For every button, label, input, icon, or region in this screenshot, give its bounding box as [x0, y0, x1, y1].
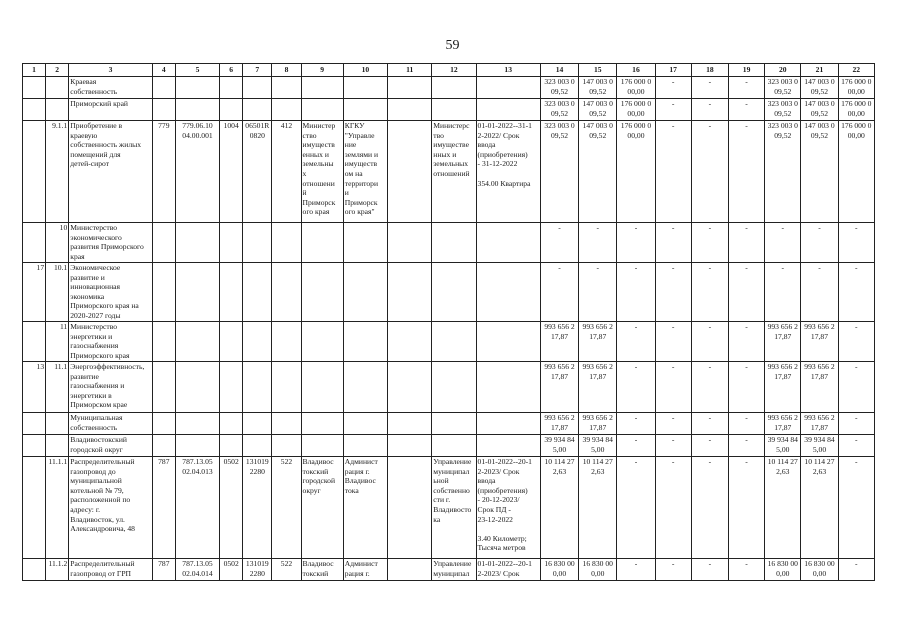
- table-cell: 779.06.10 04.00.001: [175, 121, 219, 223]
- table-cell: -: [838, 559, 874, 581]
- table-cell: 176 000 0 00,00: [617, 121, 655, 223]
- table-cell: [152, 362, 175, 413]
- table-cell: -: [838, 435, 874, 457]
- table-row: [23, 559, 875, 581]
- table-cell: 10 114 27 2,63: [579, 457, 617, 559]
- table-cell: [388, 435, 432, 457]
- table-cell: [301, 413, 343, 435]
- table-cell: -: [655, 223, 691, 263]
- table-cell: [243, 322, 272, 362]
- table-cell: 993 656 2 17,87: [579, 413, 617, 435]
- table-cell: [343, 413, 387, 435]
- table-cell: 993 656 2 17,87: [579, 362, 617, 413]
- column-number: 15: [579, 64, 617, 77]
- table-cell: [388, 457, 432, 559]
- table-cell: 11.1: [46, 362, 69, 413]
- table-cell: [301, 99, 343, 121]
- table-cell: 17: [23, 263, 46, 322]
- table-cell: 787: [152, 559, 175, 581]
- table-cell: -: [579, 263, 617, 322]
- table-cell: [343, 435, 387, 457]
- table-cell: -: [691, 121, 728, 223]
- table-cell: [220, 435, 243, 457]
- table-cell: [175, 99, 219, 121]
- table-cell: [272, 223, 301, 263]
- table-cell: [388, 223, 432, 263]
- table-cell: 131019 2280: [243, 457, 272, 559]
- table-cell: [243, 413, 272, 435]
- table-cell: [46, 77, 69, 99]
- table-cell: [343, 362, 387, 413]
- column-number: 10: [343, 64, 387, 77]
- table-cell: [152, 99, 175, 121]
- column-number: 8: [272, 64, 301, 77]
- table-cell: [476, 322, 540, 362]
- table-cell: Энергоэффективность, развитие газоснабжения и энергетики в Приморском крае: [69, 362, 152, 413]
- column-number: 20: [765, 64, 801, 77]
- table-row: [23, 223, 875, 263]
- column-number: 11: [388, 64, 432, 77]
- table-cell: -: [540, 263, 578, 322]
- table-cell: 522: [272, 457, 301, 559]
- table-cell: 39 934 84 5,00: [801, 435, 838, 457]
- table-cell: 01-01-2022--31-1 2-2022/ Срок ввода (приобретения) - 31-12-2022 354.00 Квартира: [476, 121, 540, 223]
- table-cell: Министерство экономического развития Приморского края: [69, 223, 152, 263]
- table-cell: 9.1.1: [46, 121, 69, 223]
- table-cell: 176 000 0 00,00: [617, 99, 655, 121]
- table-cell: 323 003 0 09,52: [765, 77, 801, 99]
- table-cell: 993 656 2 17,87: [540, 362, 578, 413]
- table-cell: Управление муниципал ьной собственно сти г. Владивосто ка: [432, 457, 476, 559]
- table-cell: -: [655, 435, 691, 457]
- column-number: 9: [301, 64, 343, 77]
- table-cell: -: [579, 223, 617, 263]
- table-cell: Министерство энергетики и газоснабжения Приморского края: [69, 322, 152, 362]
- table-cell: [272, 413, 301, 435]
- table-cell: [476, 223, 540, 263]
- table-cell: 993 656 2 17,87: [540, 322, 578, 362]
- table-cell: -: [617, 435, 655, 457]
- table-cell: 39 934 84 5,00: [579, 435, 617, 457]
- table-cell: 01-01-2022--20-1 2-2023/ Срок: [476, 559, 540, 581]
- table-cell: -: [801, 263, 838, 322]
- table-cell: [272, 99, 301, 121]
- table-cell: [272, 362, 301, 413]
- table-cell: -: [728, 77, 764, 99]
- table-cell: Министер ство имуществ енных и земельны х отношени й Приморск ого края: [301, 121, 343, 223]
- column-number: 12: [432, 64, 476, 77]
- table-cell: -: [617, 457, 655, 559]
- table-cell: -: [691, 457, 728, 559]
- table-cell: [343, 77, 387, 99]
- table-cell: [23, 559, 46, 581]
- table-cell: 01-01-2022--20-1 2-2023/ Срок ввода (приобретения) - 20-12-2023/ Срок ПД - 23-12-2022 3.40 Километр; Тысяча метров: [476, 457, 540, 559]
- table-cell: -: [801, 223, 838, 263]
- table-cell: 10 114 27 2,63: [801, 457, 838, 559]
- table-cell: [23, 322, 46, 362]
- column-number: 17: [655, 64, 691, 77]
- table-cell: 11: [46, 322, 69, 362]
- column-number: 3: [69, 64, 152, 77]
- table-cell: 147 003 0 09,52: [579, 121, 617, 223]
- table-cell: 06501R 0820: [243, 121, 272, 223]
- table-cell: 0502: [220, 457, 243, 559]
- page-number: 59: [445, 38, 460, 53]
- table-cell: -: [728, 99, 764, 121]
- table-cell: [388, 322, 432, 362]
- table-row: [23, 99, 875, 121]
- table-cell: -: [728, 413, 764, 435]
- table-cell: -: [617, 362, 655, 413]
- table-cell: [476, 413, 540, 435]
- table-cell: 16 830 00 0,00: [540, 559, 578, 581]
- table-row: [23, 457, 875, 559]
- table-cell: [220, 263, 243, 322]
- table-cell: 176 000 0 00,00: [617, 77, 655, 99]
- table-cell: [243, 362, 272, 413]
- table-cell: [152, 322, 175, 362]
- table-cell: 176 000 0 00,00: [838, 77, 874, 99]
- table-cell: Приморский край: [69, 99, 152, 121]
- column-number: 5: [175, 64, 219, 77]
- table-cell: 323 003 0 09,52: [765, 99, 801, 121]
- table-cell: [175, 263, 219, 322]
- table-cell: Распределительный газопровод до муниципальной котельной № 79, расположенной по адресу: г. Владивосток, ул. Александровича, 48: [69, 457, 152, 559]
- table-cell: 10.1: [46, 263, 69, 322]
- table-cell: [301, 435, 343, 457]
- table-cell: -: [691, 322, 728, 362]
- table-cell: [46, 99, 69, 121]
- table-cell: [23, 457, 46, 559]
- table-cell: [432, 413, 476, 435]
- table-cell: [175, 223, 219, 263]
- table-cell: -: [691, 223, 728, 263]
- table-cell: [220, 77, 243, 99]
- table-cell: [343, 322, 387, 362]
- table-cell: [152, 223, 175, 263]
- table-cell: 323 003 0 09,52: [540, 121, 578, 223]
- table-cell: 147 003 0 09,52: [801, 77, 838, 99]
- table-cell: [432, 77, 476, 99]
- table-cell: Муниципальная собственность: [69, 413, 152, 435]
- table-cell: 10 114 27 2,63: [765, 457, 801, 559]
- table-cell: Управление муниципал: [432, 559, 476, 581]
- table-cell: -: [838, 362, 874, 413]
- table-cell: [272, 77, 301, 99]
- table-cell: -: [617, 223, 655, 263]
- table-cell: 779: [152, 121, 175, 223]
- table-cell: 323 003 0 09,52: [540, 77, 578, 99]
- table-cell: 16 830 00 0,00: [765, 559, 801, 581]
- table-cell: [301, 223, 343, 263]
- table-cell: -: [838, 322, 874, 362]
- table-row: [23, 121, 875, 223]
- table-cell: [23, 77, 46, 99]
- table-cell: 16 830 00 0,00: [579, 559, 617, 581]
- table-cell: [23, 413, 46, 435]
- table-cell: [301, 362, 343, 413]
- table-cell: -: [691, 263, 728, 322]
- table-cell: [388, 362, 432, 413]
- table-cell: Админист рация г.: [343, 559, 387, 581]
- table-cell: [175, 362, 219, 413]
- table-cell: 10: [46, 223, 69, 263]
- table-cell: -: [617, 413, 655, 435]
- table-cell: 787.13.05 02.04.013: [175, 457, 219, 559]
- table-cell: 13: [23, 362, 46, 413]
- table-cell: Владивостокский городской округ: [69, 435, 152, 457]
- table-cell: [272, 322, 301, 362]
- table-cell: [220, 362, 243, 413]
- table-cell: -: [838, 223, 874, 263]
- table-cell: [432, 362, 476, 413]
- table-cell: -: [728, 263, 764, 322]
- table-cell: [243, 223, 272, 263]
- table-cell: [343, 99, 387, 121]
- table-cell: [388, 121, 432, 223]
- table-cell: Краевая собственность: [69, 77, 152, 99]
- table-cell: [243, 435, 272, 457]
- table-cell: [152, 263, 175, 322]
- table-cell: -: [728, 223, 764, 263]
- table-cell: [220, 223, 243, 263]
- table-cell: [476, 362, 540, 413]
- table-cell: -: [691, 99, 728, 121]
- table-cell: Приобретение в краевую собственность жилых помещений для детей-сирот: [69, 121, 152, 223]
- table-cell: 11.1.2: [46, 559, 69, 581]
- table-cell: -: [655, 99, 691, 121]
- table-cell: Владивос токский: [301, 559, 343, 581]
- table-cell: [432, 223, 476, 263]
- column-number: 22: [838, 64, 874, 77]
- table-cell: 993 656 2 17,87: [540, 413, 578, 435]
- table-cell: -: [838, 413, 874, 435]
- table-cell: -: [691, 413, 728, 435]
- table-cell: 993 656 2 17,87: [579, 322, 617, 362]
- table-cell: [23, 121, 46, 223]
- table-cell: [272, 435, 301, 457]
- table-cell: [432, 322, 476, 362]
- table-cell: Админист рация г. Владивос тока: [343, 457, 387, 559]
- table-cell: [388, 99, 432, 121]
- table-cell: -: [655, 263, 691, 322]
- table-cell: -: [691, 362, 728, 413]
- table-cell: [46, 435, 69, 457]
- column-number: 1: [23, 64, 46, 77]
- table-cell: [175, 322, 219, 362]
- table-cell: -: [765, 263, 801, 322]
- table-cell: [301, 263, 343, 322]
- table-cell: 993 656 2 17,87: [801, 322, 838, 362]
- table-cell: [476, 263, 540, 322]
- table-row: [23, 263, 875, 322]
- table-cell: -: [728, 362, 764, 413]
- table-cell: -: [728, 457, 764, 559]
- table-cell: 522: [272, 559, 301, 581]
- table-cell: [343, 263, 387, 322]
- table-cell: -: [691, 435, 728, 457]
- table-cell: -: [728, 559, 764, 581]
- table-cell: [220, 322, 243, 362]
- table-cell: -: [655, 362, 691, 413]
- table-cell: 787: [152, 457, 175, 559]
- table-cell: 131019 2280: [243, 559, 272, 581]
- table-cell: [476, 99, 540, 121]
- table-cell: 993 656 2 17,87: [801, 413, 838, 435]
- table-cell: КГКУ "Управле ние землями и имуществ ом на территори и Приморск ого края": [343, 121, 387, 223]
- table-cell: -: [655, 559, 691, 581]
- column-number: 21: [801, 64, 838, 77]
- table-row: [23, 435, 875, 457]
- column-number: 19: [728, 64, 764, 77]
- table-cell: -: [655, 457, 691, 559]
- table-row: [23, 322, 875, 362]
- table-cell: -: [655, 413, 691, 435]
- table-cell: [301, 77, 343, 99]
- table-cell: 0502: [220, 559, 243, 581]
- table-cell: [432, 263, 476, 322]
- table-cell: [23, 435, 46, 457]
- table-cell: [152, 77, 175, 99]
- table-cell: [243, 77, 272, 99]
- table-cell: [301, 322, 343, 362]
- table-cell: 147 003 0 09,52: [579, 77, 617, 99]
- table-cell: [388, 413, 432, 435]
- table-cell: 39 934 84 5,00: [540, 435, 578, 457]
- table-cell: 993 656 2 17,87: [765, 362, 801, 413]
- table-cell: 993 656 2 17,87: [801, 362, 838, 413]
- table-cell: 787.13.05 02.04.014: [175, 559, 219, 581]
- table-cell: [343, 223, 387, 263]
- table-cell: [243, 99, 272, 121]
- table-row: [23, 362, 875, 413]
- table-cell: [175, 77, 219, 99]
- column-number: 13: [476, 64, 540, 77]
- table-row: [23, 413, 875, 435]
- table-cell: [23, 223, 46, 263]
- table-cell: [23, 99, 46, 121]
- column-number: 18: [691, 64, 728, 77]
- table-cell: -: [691, 77, 728, 99]
- table-cell: -: [728, 435, 764, 457]
- table-cell: [152, 413, 175, 435]
- table-cell: [388, 559, 432, 581]
- table-cell: 147 003 0 09,52: [579, 99, 617, 121]
- table-cell: Министерс тво имуществе нных и земельных отношений: [432, 121, 476, 223]
- budget-table: [22, 63, 875, 581]
- table-cell: 176 000 0 00,00: [838, 99, 874, 121]
- table-cell: -: [838, 263, 874, 322]
- table-cell: 10 114 27 2,63: [540, 457, 578, 559]
- table-cell: -: [655, 121, 691, 223]
- table-cell: -: [765, 223, 801, 263]
- table-cell: Экономическое развитие и инновационная экономика Приморского края на 2020-2027 годы: [69, 263, 152, 322]
- table-cell: [220, 99, 243, 121]
- table-cell: -: [655, 322, 691, 362]
- column-number: 2: [46, 64, 69, 77]
- table-cell: 993 656 2 17,87: [765, 413, 801, 435]
- table-cell: Распределительный газопровод от ГРП: [69, 559, 152, 581]
- table-cell: [432, 435, 476, 457]
- column-number-row: [23, 64, 875, 77]
- table-cell: 39 934 84 5,00: [765, 435, 801, 457]
- table-cell: [388, 263, 432, 322]
- table-cell: -: [655, 77, 691, 99]
- table-cell: -: [617, 559, 655, 581]
- table-cell: [388, 77, 432, 99]
- table-cell: -: [691, 559, 728, 581]
- table-cell: 323 003 0 09,52: [540, 99, 578, 121]
- table-cell: 993 656 2 17,87: [765, 322, 801, 362]
- column-number: 4: [152, 64, 175, 77]
- column-number: 14: [540, 64, 578, 77]
- table-cell: 147 003 0 09,52: [801, 99, 838, 121]
- column-number: 7: [243, 64, 272, 77]
- table-cell: -: [617, 322, 655, 362]
- table-cell: [175, 435, 219, 457]
- table-cell: 323 003 0 09,52: [765, 121, 801, 223]
- table-cell: -: [838, 457, 874, 559]
- table-cell: [476, 435, 540, 457]
- table-cell: 1004: [220, 121, 243, 223]
- column-number: 16: [617, 64, 655, 77]
- table-cell: -: [728, 121, 764, 223]
- table-cell: [243, 263, 272, 322]
- table-cell: [175, 413, 219, 435]
- table-cell: 11.1.1: [46, 457, 69, 559]
- table-cell: Владивос токский городской округ: [301, 457, 343, 559]
- table-cell: 412: [272, 121, 301, 223]
- table-cell: [220, 413, 243, 435]
- table-cell: [476, 77, 540, 99]
- table-cell: [46, 413, 69, 435]
- table-cell: [152, 435, 175, 457]
- table-cell: 176 000 0 00,00: [838, 121, 874, 223]
- table-cell: [432, 99, 476, 121]
- table-cell: -: [728, 322, 764, 362]
- table-cell: 147 003 0 09,52: [801, 121, 838, 223]
- table-cell: -: [617, 263, 655, 322]
- table-row: [23, 77, 875, 99]
- table-cell: 16 830 00 0,00: [801, 559, 838, 581]
- table-cell: -: [540, 223, 578, 263]
- column-number: 6: [220, 64, 243, 77]
- table-cell: [272, 263, 301, 322]
